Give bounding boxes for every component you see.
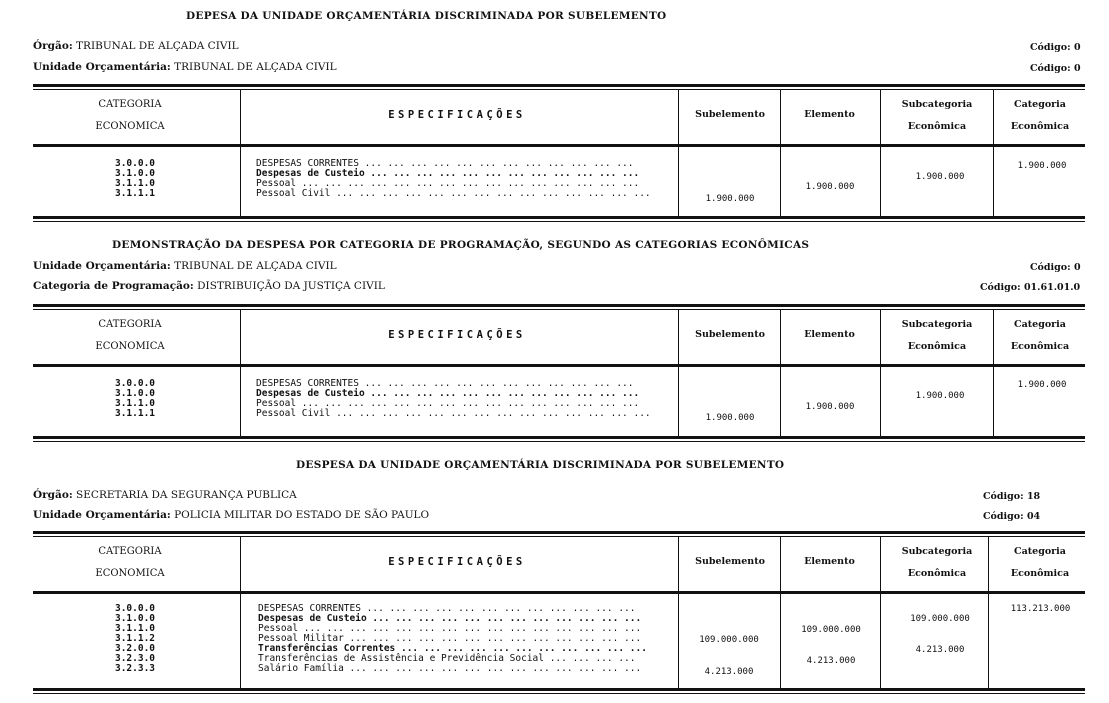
table1-categoria-value: 1.900.000 <box>1017 161 1067 171</box>
section2-codigo2: Código: 01.61.01.0 <box>980 282 1081 293</box>
table3-header-categoria: CATEGORIA ECONOMICA <box>95 546 165 579</box>
table2-top-rule-thin <box>33 309 1085 310</box>
section2-categoria-prog: Categoria de Programação: DISTRIBUIÇÃO DA JUSTIÇA CIVIL <box>33 280 385 292</box>
table2-header-elemento: Elemento <box>804 329 855 340</box>
table2-vline <box>678 310 679 436</box>
table2-subelemento-value: 1.900.000 <box>705 413 755 423</box>
table3-bottom-rule <box>33 688 1085 691</box>
section2-unidade: Unidade Orçamentária: TRIBUNAL DE ALÇADA CIVIL <box>33 260 337 272</box>
table1-header-subelemento: Subelemento <box>695 109 765 120</box>
section3-title: DESPESA DA UNIDADE ORÇAMENTÁRIA DISCRIMINADA POR SUBELEMENTO <box>296 459 785 471</box>
table1-header-rule <box>33 144 1085 147</box>
table1-vline <box>780 90 781 216</box>
table3-vline <box>678 537 679 688</box>
orgao-value: TRIBUNAL DE ALÇADA CIVIL <box>76 40 239 52</box>
section2-codigo1: Código: 0 <box>1030 262 1081 273</box>
table2-top-rule <box>33 304 1085 307</box>
table3-subelemento-value-1: 109.000.000 <box>699 635 759 645</box>
table3-vline <box>988 537 989 688</box>
table3-vline <box>240 537 241 688</box>
table3-header-categoria-eco: Categoria Econômica <box>1010 546 1070 579</box>
table2-codes: 3.0.0.0 3.1.0.0 3.1.1.0 3.1.1.1 <box>114 378 156 419</box>
table2-specs: DESPESAS CORRENTES ... ... ... ... ... ... ... ... ... ... ... ... Despesas de Custeio ... ... ... ... ... ... ... ... ... ... ... ... Pessoal ... ... ... ... ... ... ... ... ... ... ... ... ... ... ... Pessoal Civil ... ... ... ... ... ... ... ... ... ... ... ... ... ... <box>256 378 651 419</box>
table3-header-subelemento: Subelemento <box>695 556 765 567</box>
table2-header-categoria: CATEGORIA ECONOMICA <box>95 319 165 352</box>
section2-title: DEMONSTRAÇÃO DA DESPESA POR CATEGORIA DE PROGRAMAÇÃO, SEGUNDO AS CATEGORIAS ECONÔMICAS <box>112 239 810 251</box>
table2-header-categoria-eco: Categoria Econômica <box>1010 319 1070 352</box>
table3-vline <box>880 537 881 688</box>
table1-subelemento-value: 1.900.000 <box>705 194 755 204</box>
table3-top-rule-thin <box>33 536 1085 537</box>
unidade-value: TRIBUNAL DE ALÇADA CIVIL <box>174 61 337 73</box>
table1-vline <box>880 90 881 216</box>
table2-header-subcategoria: Subcategoria Econômica <box>901 319 973 352</box>
table3-bottom-rule-thin <box>33 693 1085 694</box>
table1-header-elemento: Elemento <box>804 109 855 120</box>
section3-codigo1: Código: 18 <box>983 491 1041 502</box>
orgao-label: Órgão: <box>33 40 73 52</box>
table1-header-especificacoes: ESPECIFICAÇÕES <box>388 109 526 121</box>
section3-orgao: Órgão: SECRETARIA DA SEGURANÇA PUBLICA <box>33 489 297 501</box>
table3-header-rule <box>33 591 1085 594</box>
section1-codigo1: Código: 0 <box>1030 42 1081 53</box>
table1-header-categoria-eco: Categoria Econômica <box>1010 99 1070 132</box>
table2-vline <box>993 310 994 436</box>
table3-subelemento-value-2: 4.213.000 <box>704 667 754 677</box>
table3-header-subcategoria: Subcategoria Econômica <box>901 546 973 579</box>
table1-top-rule-thin <box>33 89 1085 90</box>
section3-codigo2: Código: 04 <box>983 511 1041 522</box>
table3-top-rule <box>33 531 1085 534</box>
section3-unidade: Unidade Orçamentária: POLICIA MILITAR DO ESTADO DE SÃO PAULO <box>33 509 430 521</box>
table1-header-categoria: CATEGORIA ECONOMICA <box>95 99 165 132</box>
table3-header-elemento: Elemento <box>804 556 855 567</box>
table1-codes: 3.0.0.0 3.1.0.0 3.1.1.0 3.1.1.1 <box>114 158 156 199</box>
table3-elemento-value-1: 109.000.000 <box>801 625 861 635</box>
table2-header-especificacoes: ESPECIFICAÇÕES <box>388 329 526 341</box>
table2-elemento-value: 1.900.000 <box>805 402 855 412</box>
table1-bottom-rule-thin <box>33 221 1085 222</box>
table3-codes: 3.0.0.0 3.1.0.0 3.1.1.0 3.1.1.2 3.2.0.0 3.2.3.0 3.2.3.3 <box>114 603 156 674</box>
table1-header-subcategoria: Subcategoria Econômica <box>901 99 973 132</box>
section1-title: DEPESA DA UNIDADE ORÇAMENTÁRIA DISCRIMINADA POR SUBELEMENTO <box>186 10 667 22</box>
table1-bottom-rule <box>33 216 1085 219</box>
table3-vline <box>780 537 781 688</box>
unidade-label: Unidade Orçamentária: <box>33 61 171 73</box>
table2-bottom-rule <box>33 436 1085 439</box>
section1-unidade <box>33 61 337 73</box>
table2-bottom-rule-thin <box>33 441 1085 442</box>
table2-subcategoria-value: 1.900.000 <box>915 391 965 401</box>
table2-categoria-value: 1.900.000 <box>1017 380 1067 390</box>
table3-categoria-value: 113.213.000 <box>1010 604 1071 614</box>
table2-vline <box>880 310 881 436</box>
table1-specs: DESPESAS CORRENTES ... ... ... ... ... ... ... ... ... ... ... ... Despesas de Custeio ... ... ... ... ... ... ... ... ... ... ... ... Pessoal ... ... ... ... ... ... ... ... ... ... ... ... ... ... ... Pessoal Civil ... ... ... ... ... ... ... ... ... ... ... ... ... ... <box>256 158 651 199</box>
table1-vline <box>678 90 679 216</box>
table3-elemento-value-2: 4.213.000 <box>806 656 856 666</box>
table2-vline <box>240 310 241 436</box>
table1-subcategoria-value: 1.900.000 <box>915 172 965 182</box>
table3-subcategoria-value-2: 4.213.000 <box>915 645 965 655</box>
section1-orgao <box>33 40 239 52</box>
table1-vline <box>240 90 241 216</box>
table3-header-especificacoes: ESPECIFICAÇÕES <box>388 556 526 568</box>
table1-elemento-value: 1.900.000 <box>805 182 855 192</box>
table3-subcategoria-value-1: 109.000.000 <box>910 614 970 624</box>
table2-vline <box>780 310 781 436</box>
table1-top-rule <box>33 84 1085 87</box>
table2-header-subelemento: Subelemento <box>695 329 765 340</box>
table3-specs: DESPESAS CORRENTES ... ... ... ... ... ... ... ... ... ... ... ... Despesas de Custeio ... ... ... ... ... ... ... ... ... ... ... ... Pessoal ... ... ... ... ... ... ... ... ... ... ... ... ... ... ... Pessoal Militar ... ... ... ... ... ... ... ... ... ... ... ... ... Transferências Correntes ... ... ... ... ... ... ... ... ... ... ... Transferências de Assistência e Previdência Social ... ... ... ... Salário Família ... ... ... ... ... ... ... ... ... ... ... ... ... <box>258 603 647 674</box>
table1-vline <box>993 90 994 216</box>
section1-codigo2: Código: 0 <box>1030 63 1081 74</box>
table2-header-rule <box>33 364 1085 367</box>
